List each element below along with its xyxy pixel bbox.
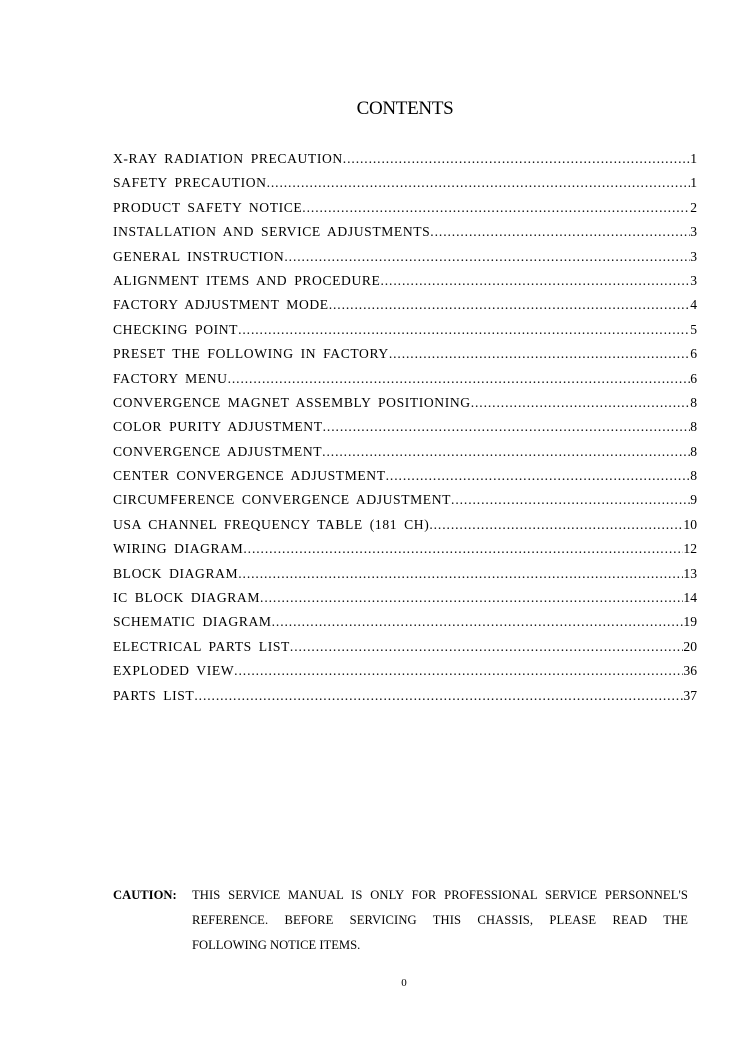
toc-entry-page: 8 — [690, 394, 697, 410]
toc-entry[interactable] — [113, 639, 697, 663]
toc-entry-page: 8 — [690, 468, 697, 484]
toc-entry[interactable] — [113, 614, 697, 638]
toc-entry-label: INSTALLATION AND SERVICE ADJUSTMENTS — [113, 224, 431, 240]
toc-entry[interactable] — [113, 419, 697, 443]
toc-entry-label: SCHEMATIC DIAGRAM — [113, 614, 272, 630]
toc-entry[interactable] — [113, 444, 697, 468]
toc-entry-page: 12 — [683, 541, 697, 557]
toc-leader-dots — [234, 663, 683, 679]
toc-entry-label: EXPLODED VIEW — [113, 663, 235, 679]
toc-entry[interactable] — [113, 175, 697, 199]
toc-entry-page: 3 — [690, 224, 697, 240]
toc-entry-page: 5 — [690, 321, 697, 337]
toc-entry-label: X-RAY RADIATION PRECAUTION — [113, 151, 343, 166]
toc-entry-label: CHECKING POINT — [113, 321, 239, 337]
toc-leader-dots — [238, 566, 683, 582]
toc-leader-dots — [430, 224, 690, 240]
toc-entry-page: 20 — [683, 638, 697, 654]
toc-entry-label: PARTS LIST — [113, 687, 195, 703]
toc-entry-label: ALIGNMENT ITEMS AND PROCEDURE — [113, 272, 381, 288]
toc-leader-dots — [267, 175, 691, 191]
caution-line: FOLLOWING NOTICE ITEMS. — [192, 938, 361, 952]
toc-entry-label: SAFETY PRECAUTION — [113, 175, 267, 191]
toc-leader-dots — [471, 395, 691, 411]
toc-entry-label: PRODUCT SAFETY NOTICE — [113, 199, 303, 215]
toc-entry[interactable] — [113, 468, 697, 492]
toc-leader-dots — [290, 639, 684, 655]
toc-entry[interactable] — [113, 541, 697, 565]
caution-label: CAUTION: — [113, 888, 177, 902]
toc-entry[interactable] — [113, 492, 697, 516]
toc-entry-page: 3 — [690, 272, 697, 288]
toc-leader-dots — [380, 273, 690, 289]
toc-entry-label: BLOCK DIAGRAM — [113, 565, 239, 581]
toc-entry-page: 19 — [683, 614, 697, 630]
toc-entry-label: PRESET THE FOLLOWING IN FACTORY — [113, 346, 389, 362]
toc-leader-dots — [343, 151, 690, 167]
toc-entry-label: USA CHANNEL FREQUENCY TABLE (181 CH) — [113, 516, 430, 532]
toc-entry[interactable] — [113, 346, 697, 370]
toc-leader-dots — [329, 297, 691, 313]
toc-entry[interactable] — [113, 322, 697, 346]
toc-entry-page: 9 — [690, 492, 697, 508]
caution-notice — [113, 883, 688, 958]
toc-entry-label: CONVERGENCE ADJUSTMENT — [113, 443, 323, 459]
page-number: 0 — [401, 977, 407, 989]
toc-entry-page: 10 — [683, 516, 697, 532]
toc-entry-label: CENTER CONVERGENCE ADJUSTMENT — [113, 468, 386, 484]
toc-entry[interactable] — [113, 590, 697, 614]
toc-entry-page: 13 — [683, 565, 697, 581]
toc-leader-dots — [243, 541, 683, 557]
toc-entry-page: 8 — [690, 419, 697, 435]
toc-entry-page: 37 — [683, 687, 697, 703]
toc-entry[interactable] — [113, 566, 697, 590]
toc-entry[interactable] — [113, 151, 697, 175]
toc-entry-page: 6 — [690, 370, 697, 386]
toc-entry[interactable] — [113, 297, 697, 321]
toc-leader-dots — [323, 419, 691, 435]
toc-leader-dots — [322, 444, 690, 460]
toc-leader-dots — [238, 322, 690, 338]
toc-entry-page: 8 — [690, 443, 697, 459]
toc-entry[interactable] — [113, 395, 697, 419]
toc-entry-page: 1 — [690, 175, 697, 191]
toc-leader-dots — [228, 371, 691, 387]
toc-entry[interactable] — [113, 200, 697, 224]
toc-leader-dots — [272, 614, 684, 630]
page-title: CONTENTS — [356, 98, 454, 119]
toc-leader-dots — [389, 346, 690, 362]
caution-line: THIS SERVICE MANUAL IS ONLY FOR PROFESSIONAL SERVICE PERSONNEL'S — [192, 888, 688, 902]
toc-entry[interactable] — [113, 688, 697, 712]
toc-entry[interactable] — [113, 273, 697, 297]
toc-entry-page: 4 — [690, 297, 697, 313]
toc-leader-dots — [260, 590, 683, 606]
toc-entry-label: CIRCUMFERENCE CONVERGENCE ADJUSTMENT — [113, 492, 452, 508]
toc-entry-page: 6 — [690, 346, 697, 362]
toc-leader-dots — [451, 492, 690, 508]
toc-entry[interactable] — [113, 224, 697, 248]
toc-leader-dots — [302, 200, 690, 216]
toc-entry-page: 3 — [690, 248, 697, 264]
caution-line: REFERENCE. BEFORE SERVICING THIS CHASSIS, PLEASE READ THE — [192, 913, 688, 927]
toc-entry-page: 1 — [690, 151, 697, 166]
toc-entry-label: IC BLOCK DIAGRAM — [113, 590, 261, 606]
toc-entry[interactable] — [113, 249, 697, 273]
toc-leader-dots — [194, 688, 683, 704]
toc-entry-page: 14 — [683, 590, 697, 606]
toc-entry-label: COLOR PURITY ADJUSTMENT — [113, 419, 323, 435]
toc-entry[interactable] — [113, 663, 697, 687]
toc-entry-label: WIRING DIAGRAM — [113, 541, 244, 557]
toc-entry[interactable] — [113, 371, 697, 395]
toc-leader-dots — [429, 517, 683, 533]
toc-entry-label: FACTORY ADJUSTMENT MODE — [113, 297, 329, 313]
toc-entry-label: ELECTRICAL PARTS LIST — [113, 638, 290, 654]
toc-entry-label: CONVERGENCE MAGNET ASSEMBLY POSITIONING — [113, 394, 471, 410]
toc-entry-label: FACTORY MENU — [113, 370, 228, 386]
toc-entry-label: GENERAL INSTRUCTION — [113, 248, 285, 264]
toc-leader-dots — [284, 249, 690, 265]
toc-leader-dots — [386, 468, 691, 484]
toc-entry-page: 2 — [690, 199, 697, 215]
table-of-contents — [113, 151, 697, 712]
toc-entry-page: 36 — [683, 663, 697, 679]
toc-entry[interactable] — [113, 517, 697, 541]
